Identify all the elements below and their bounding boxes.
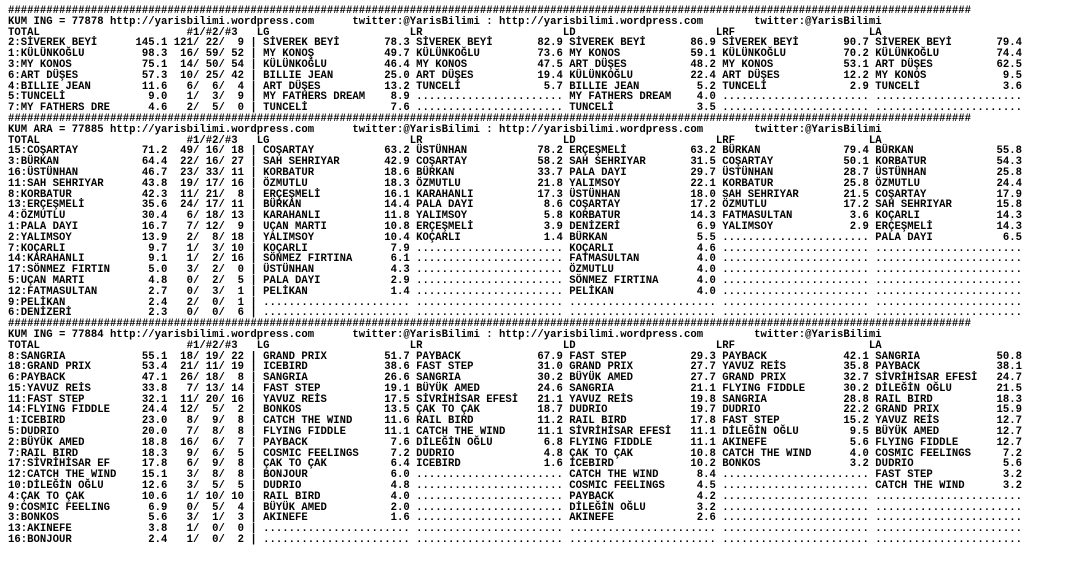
text-line: 7:KOÇARLI 9.7 1/ 3/ 10 | KOÇARLI 7.9 ....................... KOÇARLI 4.6 ....................... ....................... [8, 242, 1022, 255]
text-line: 17:SÖNMEZ FIRTIN 5.0 3/ 2/ 0 | ÜSTÜNHAN 4.3 ....................... ÖZMUTLU 4.0 ....................... ....................... [8, 264, 1022, 277]
text-line: 3:MY KONOS 75.1 14/ 50/ 54 | KÜLÜNKOĞLU 46.4 MY KONOS 47.5 ART DÜŞES 48.2 MY KONOS 53.1 ART DÜŞES 62.5 [8, 58, 1022, 71]
text-line: 16:BONJOUR 2.4 1/ 0/ 2 | ....................... ....................... ....................... ....................... ....................... [8, 534, 1022, 547]
text-line: 18:GRAND PRIX 53.4 21/ 11/ 19 | ICEBIRD 38.6 FAST STEP 31.0 GRAND PRIX 27.7 YAVUZ REİS 35.8 PAYBACK 38.1 [8, 361, 1022, 374]
text-line: 1:ICEBIRD 23.0 8/ 9/ 8 | CATCH THE WIND 11.6 RAIL BIRD 11.2 RAIL BIRD 17.8 FAST STEP 15.2 YAVUZ REİS 12.7 [8, 415, 1022, 428]
text-line: 3:BONKOS 5.6 3/ 1/ 3 | AKINEFE 1.6 ....................... AKINEFE 2.6 ....................... ....................... [8, 512, 1022, 525]
text-line: 9:PELİKAN 2.4 2/ 0/ 1 | ....................... ....................... ....................... ....................... ....................... [8, 296, 1022, 309]
text-line: 6:ART DÜŞES 57.3 10/ 25/ 42 | BILLIE JEAN 25.0 ART DÜŞES 19.4 KÜLÜNKOĞLU 22.4 ART DÜŞES 12.2 MY KONOS 9.5 [8, 69, 1022, 82]
text-line: KUM ING = 77884 http://yarisbilimi.wordpress.com twitter:@YarisBilimi : http://yarisbilimi.wordpress.com twitter:@YarisBilimi [8, 328, 882, 341]
text-line: 15:YAVUZ REİS 33.8 7/ 13/ 14 | FAST STEP 19.1 BÜYÜK AMED 24.6 SANGRIA 21.1 FLYING FIDDLE 30.2 DİLEĞİN OĞLU 21.5 [8, 382, 1022, 395]
text-line: 2:BÜYÜK AMED 18.8 16/ 6/ 7 | PAYBACK 7.6 DİLEĞİN OĞLU 6.8 FLYING FIDDLE 11.1 AKINEFE 5.6 FLYING FIDDLE 12.7 [8, 436, 1022, 449]
text-line: 16:ÜSTÜNHAN 46.7 23/ 33/ 11 | KORBATUR 18.6 BÜRKAN 33.7 PALA DAYI 29.7 ÜSTÜNHAN 28.7 ÜSTÜNHAN 25.8 [8, 166, 1022, 179]
text-line: 11:SAH SEHRIYAR 43.8 19/ 17/ 16 | ÖZMUTLU 18.3 ÖZMUTLU 21.8 YALIMSOY 22.1 KORBATUR 25.8 ÖZMUTLU 24.4 [8, 177, 1022, 190]
text-line: 4:ÇAK TO ÇAK 10.6 1/ 10/ 10 | RAIL BIRD 4.0 ....................... PAYBACK 4.2 ....................... ....................... [8, 490, 1022, 503]
text-line: 6:PAYBACK 47.1 26/ 18/ 8 | SANGRIA 26.6 SANGRIA 30.2 BÜYÜK AMED 27.7 GRAND PRIX 32.7 SİVRİHİSAR EFESİ 24.7 [8, 372, 1022, 385]
text-line: TOTAL #1/#2/#3 LG LR LD LRF LA [8, 134, 882, 147]
text-line: 10:DİLEĞİN OĞLU 12.6 3/ 5/ 5 | DUDRIO 4.8 ....................... COSMIC FEELINGS 4.5 ....................... CATCH THE WIND 3.2 [8, 480, 1022, 493]
text-line: 5:DUDRIO 20.0 7/ 8/ 8 | FLYING FIDDLE 11.1 CATCH THE WIND 11.1 SİVRİHİSAR EFESİ 11.1 DİLEĞİN OĞLU 9.5 BÜYÜK AMED 12.7 [8, 426, 1022, 439]
separator-line: ####################################################################################################################################################### [8, 112, 971, 125]
text-line: TOTAL #1/#2/#3 LG LR LD LRF LA [8, 26, 882, 39]
text-line: 5:TUNCELİ 9.0 1/ 3/ 9 | MY FATHERS DREAM 8.9 ....................... MY FATHERS DREAM 4.0 ....................... ....................... [8, 91, 1022, 104]
text-line: 1:KÜLÜNKOĞLU 98.3 16/ 59/ 52 | MY KONOŞ 49.7 KÜLÜNKOĞLU 73.6 MY KONOS 59.1 KÜLÜNKOĞLU 70.2 KÜLÜNKOĞLU 74.4 [8, 48, 1022, 61]
text-line: 8:KORBATUR 42.3 11/ 21/ 8 | ERÇEŞMELİ 16.1 KARAHANLI 17.3 ÜSTÜNHAN 18.0 SAH SEHRIYAR 21.5 COŞARTAY 17.9 [8, 188, 1022, 201]
text-line: 12:CATCH THE WIND 15.1 3/ 8/ 8 | BONJOUR 6.0 ....................... CATCH THE WIND 8.4 ....................... FAST STEP 3.2 [8, 469, 1022, 482]
separator-line: ####################################################################################################################################################### [8, 318, 971, 331]
separator-line: ####################################################################################################################################################### [8, 5, 971, 17]
text-line: 2:YALIMSOY 13.9 2/ 8/ 18 | YALIMSOY 10.4 KOÇARLI 1.4 BÜRKAN 5.5 ....................... PALA DAYI 6.5 [8, 231, 1022, 244]
text-line: TOTAL #1/#2/#3 LG LR LD LRF LA [8, 339, 882, 352]
text-line: KUM ARA = 77885 http://yarisbilimi.wordpress.com twitter:@YarisBilimi : http://yarisbilimi.wordpress.com twitter:@YarisBilimi [8, 123, 882, 136]
text-line: 17:SİVRİHİSAR EF 17.8 6/ 9/ 8 | ÇAK TO ÇAK 6.4 ICEBIRD 1.6 ICEBIRD 10.2 BONKOS 3.2 DUDRIO 5.6 [8, 458, 1022, 471]
text-line: 3:BÜRKAN 64.4 22/ 16/ 27 | SAH SEHRIYAR 42.9 COŞARTAY 58.2 SAH SEHRIYAR 31.5 COŞARTAY 50.1 KORBATUR 54.3 [8, 156, 1022, 169]
text-line: 6:DENİZERİ 2.3 0/ 0/ 6 | ....................... ....................... ....................... ....................... ....................... [8, 307, 1022, 320]
text-line: 13:ERÇEŞMELİ 35.6 24/ 17/ 11 | BÜRKAN 14.4 PALA DAYI 8.6 COŞARTAY 17.2 ÖZMUTLU 17.2 SAH SEHRIYAR 15.8 [8, 199, 1022, 212]
text-line: 14:KARAHANLI 9.1 1/ 2/ 16 | SÖNMEZ FIRTINA 6.1 ....................... FATMASULTAN 4.0 ....................... ....................... [8, 253, 1022, 266]
text-line: 8:SANGRIA 55.1 18/ 19/ 22 | GRAND PRIX 51.7 PAYBACK 67.9 FAST STEP 29.3 PAYBACK 42.1 SANGRIA 50.8 [8, 350, 1022, 363]
text-line: 11:FAST STEP 32.1 11/ 20/ 16 | YAVUZ REİS 17.5 SİVRİHİSAR EFESİ 21.1 YAVUZ REİS 19.8 SANGRIA 28.8 RAIL BIRD 18.3 [8, 393, 1022, 406]
text-line: 2:SİVEREK BEYİ 145.1 121/ 22/ 9 | SİVEREK BEYİ 78.3 SİVEREK BEYİ 82.9 SİVEREK BEYİ 86.9 SİVEREK BEYİ 90.7 SİVEREK BEYİ 79.4 [8, 37, 1022, 50]
text-line: 5:UÇAN MARTI 4.8 0/ 2/ 5 | PALA DAYI 2.9 ....................... SÖNMEZ FIRTINA 4.0 ....................... ....................... [8, 274, 1022, 287]
text-line: 7:MY FATHERS DRE 4.6 2/ 5/ 0 | TUNCELİ 7.6 ....................... TUNCELİ 3.5 ....................... ....................... [8, 102, 1022, 115]
text-line: 12:FATMASULTAN 2.7 0/ 3/ 1 | PELİKAN 1.4 ....................... PELİKAN 4.0 ....................... ....................... [8, 285, 1022, 298]
text-line: 4:BILLIE JEAN 11.6 6/ 6/ 4 | ART DÜŞES 13.2 TUNCELİ 5.7 BILLIE JEAN 5.2 TUNCELİ 2.9 TUNCELİ 3.6 [8, 80, 1022, 93]
text-line: 9:COSMIC FEELING 6.9 0/ 5/ 4 | BÜYÜK AMED 2.0 ....................... DİLEĞİN OĞLU 3.2 ....................... ....................... [8, 501, 1022, 514]
text-line: 7:RAIL BIRD 18.3 9/ 6/ 5 | COSMIC FEELINGS 7.2 DUDRIO 4.8 ÇAK TO ÇAK 10.8 CATCH THE WIND 4.0 COSMIC FEELINGS 7.2 [8, 447, 1022, 460]
text-line: KUM ING = 77878 http://yarisbilimi.wordpress.com twitter:@YarisBilimi : http://yarisbilimi.wordpress.com twitter:@YarisBilimi [8, 15, 882, 28]
text-line: 4:ÖZMUTLU 30.4 6/ 18/ 13 | KARAHANLI 11.8 YALIMSOY 5.8 KORBATUR 14.3 FATMASULTAN 3.6 KOÇARLI 14.3 [8, 210, 1022, 223]
text-line: 15:COŞARTAY 71.2 49/ 16/ 18 | COŞARTAY 63.2 ÜSTÜNHAN 78.2 ERÇEŞMELİ 63.2 BÜRKAN 79.4 BÜRKAN 55.8 [8, 145, 1022, 158]
text-line: 14:FLYING FIDDLE 24.4 12/ 5/ 2 | BONKOS 13.5 ÇAK TO ÇAK 18.7 DUDRIO 19.7 DUDRIO 22.2 GRAND PRIX 15.9 [8, 404, 1022, 417]
text-line: 1:PALA DAYI 16.7 7/ 12/ 9 | UÇAN MARTI 10.8 ERÇEŞMELİ 3.9 DENİZERİ 6.9 YALIMSOY 2.9 ERÇEŞMELİ 14.3 [8, 220, 1022, 233]
text-line: 13:AKINEFE 3.8 1/ 0/ 0 | ....................... ....................... ....................... ....................... ....................... [8, 523, 1022, 536]
